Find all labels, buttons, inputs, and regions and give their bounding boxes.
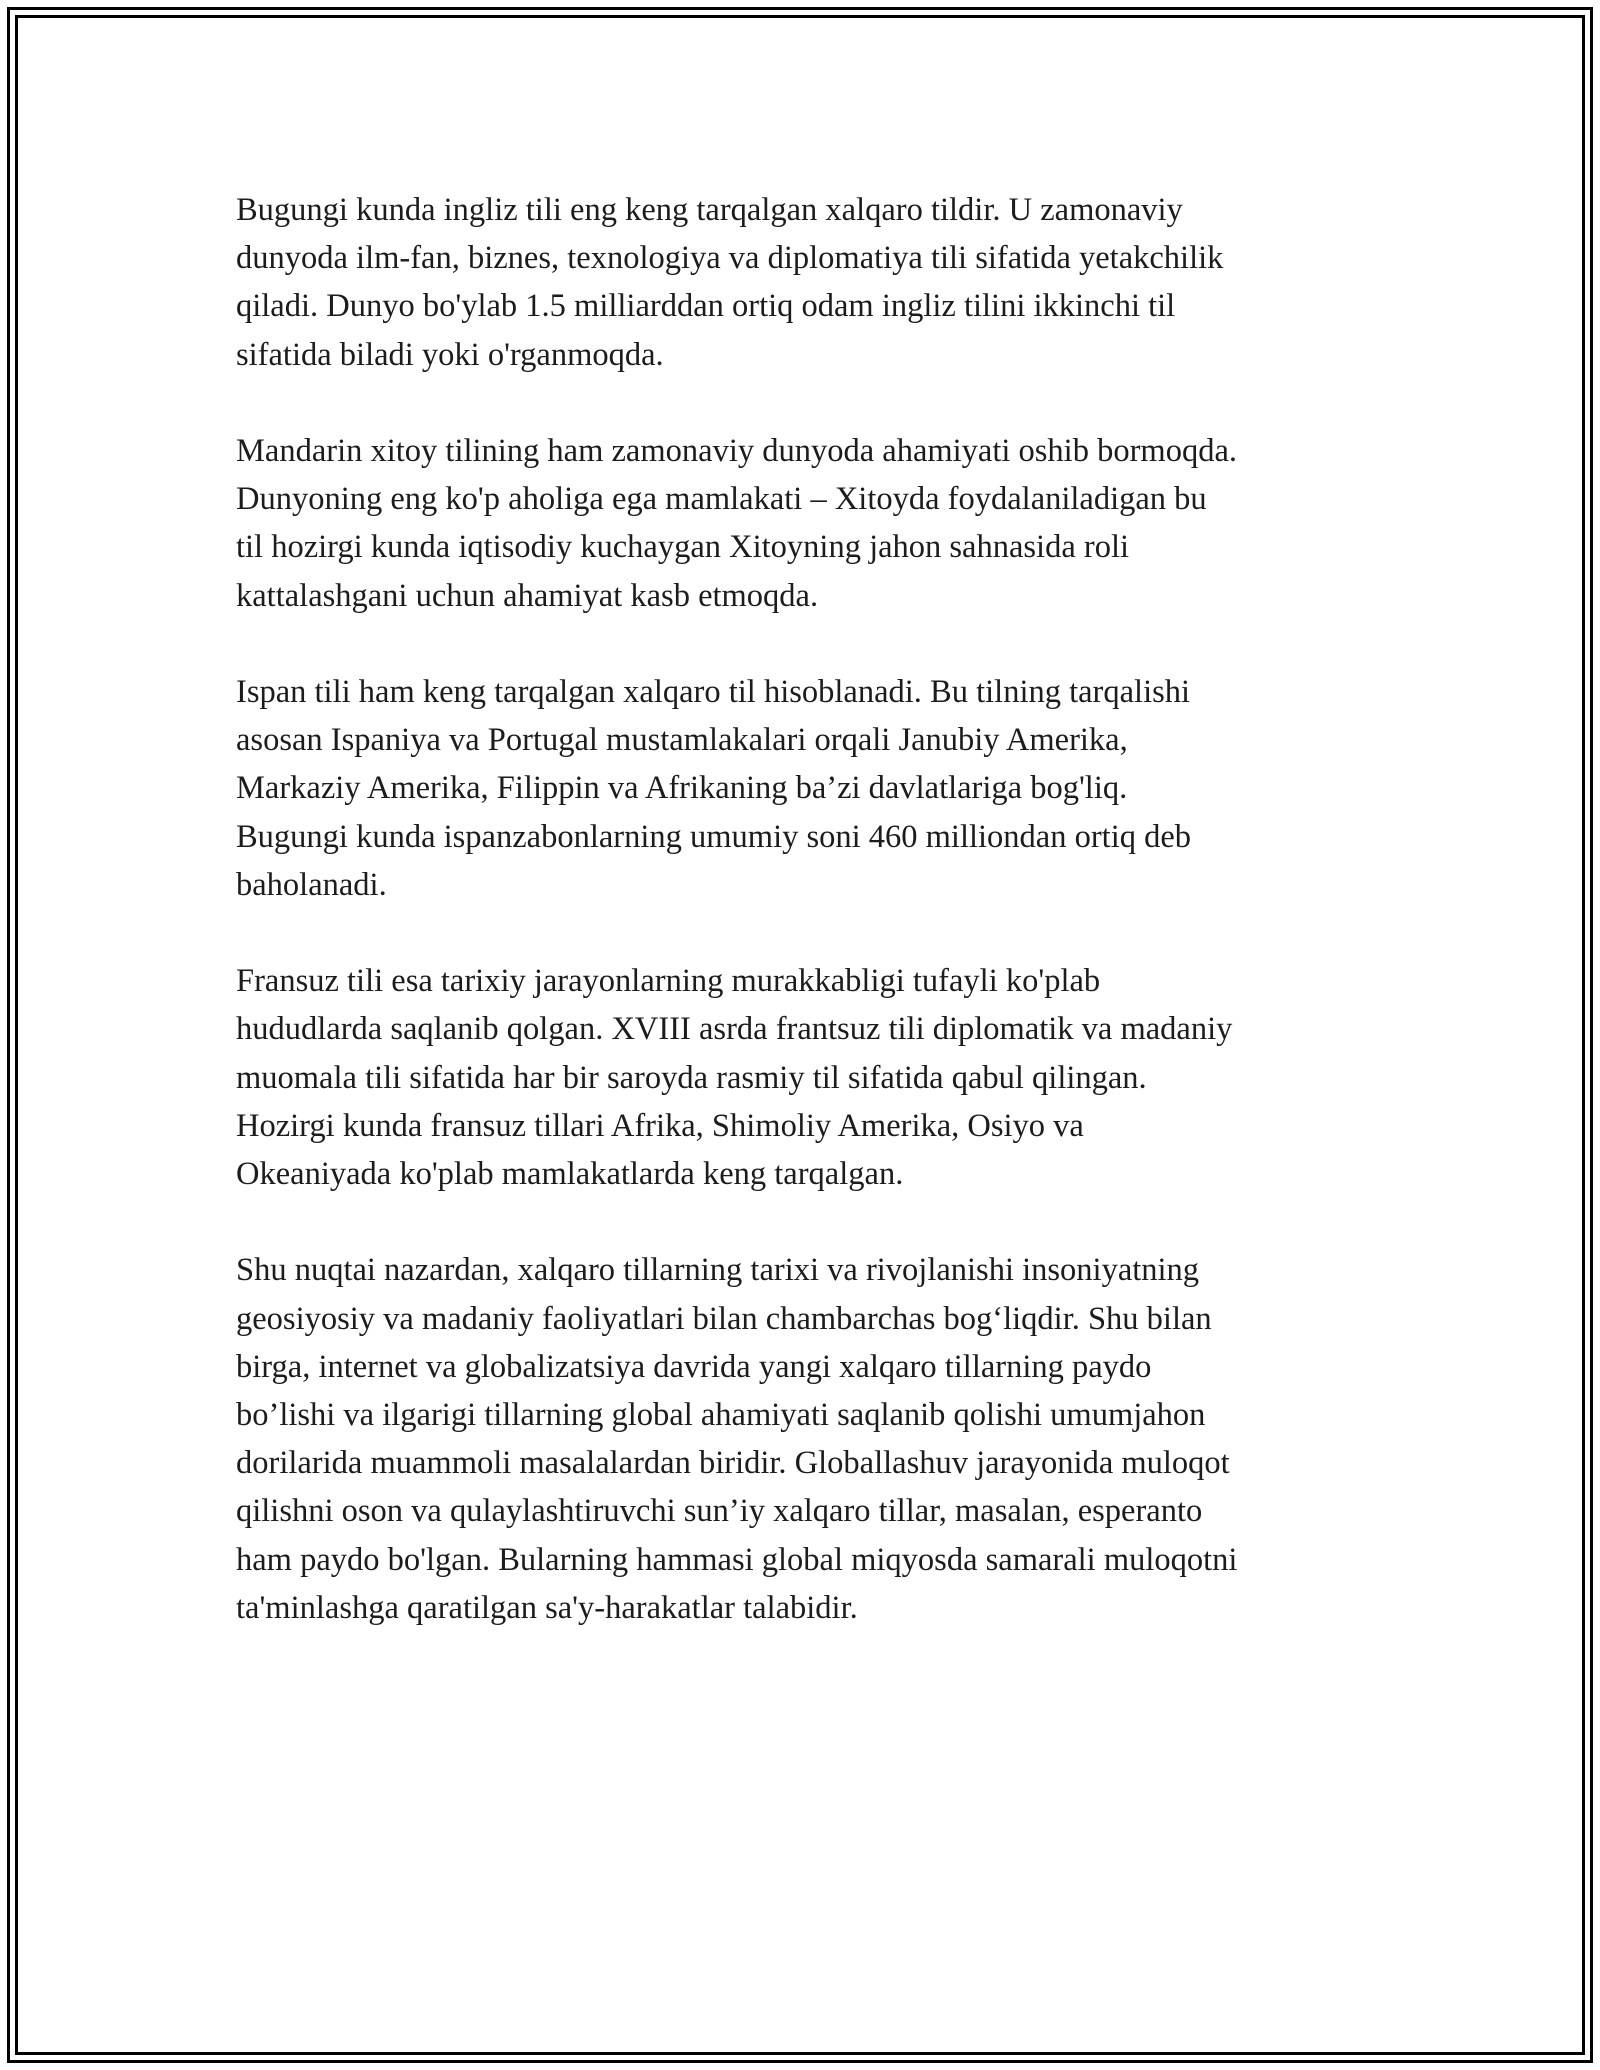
text-line: Mandarin xitoy tilining ham zamonaviy dunyoda ahamiyati oshib bormoqda. xyxy=(236,433,1237,469)
text-line: baholanadi. xyxy=(236,866,387,903)
text-line: Markaziy Amerika, Filippin va Afrikaning ba’zi davlatlariga bog'liq. xyxy=(236,770,1128,807)
text-line: birga, internet va globalizatsiya davrida yangi xalqaro tillarning paydo xyxy=(236,1348,1152,1385)
text-line: sifatida biladi yoki o'rganmoqda. xyxy=(236,336,664,373)
text-line: asosan Ispaniya va Portugal mustamlakalari orqali Janubiy Amerika, xyxy=(236,722,1128,759)
text-line: muomala tili sifatida har bir saroyda rasmiy til sifatida qabul qilingan. xyxy=(236,1059,1147,1096)
text-line: dunyoda ilm-fan, biznes, texnologiya va diplomatiya tili sifatida yetakchilik xyxy=(236,240,1224,277)
paragraph-mandarin xyxy=(236,427,1396,620)
text-line: qilishni oson va qulaylashtiruvchi sun’iy xalqaro tillar, masalan, esperanto xyxy=(236,1493,1203,1530)
document-body xyxy=(236,186,1396,1680)
text-line: Okeaniyada ko'plab mamlakatlarda keng tarqalgan. xyxy=(236,1156,904,1193)
text-line: ta'minlashga qaratilgan sa'y-harakatlar talabidir. xyxy=(236,1589,858,1626)
text-line: Hozirgi kunda fransuz tillari Afrika, Shimoliy Amerika, Osiyo va xyxy=(236,1107,1084,1144)
text-line: qiladi. Dunyo bo'ylab 1.5 milliarddan ortiq odam ingliz tilini ikkinchi til xyxy=(236,288,1176,325)
text-line: kattalashgani uchun ahamiyat kasb etmoqda. xyxy=(236,577,819,614)
text-line: Bugungi kunda ispanzabonlarning umumiy soni 460 milliondan ortiq deb xyxy=(236,818,1192,855)
text-line: geosiyosiy va madaniy faoliyatlari bilan chambarchas bog‘liqdir. Shu bilan xyxy=(236,1300,1212,1337)
text-line: bo’lishi va ilgarigi tillarning global ahamiyati saqlanib qolishi umumjahon xyxy=(236,1397,1206,1434)
paragraph-conclusion xyxy=(236,1246,1396,1632)
paragraph-french xyxy=(236,957,1396,1198)
text-line: Bugungi kunda ingliz tili eng keng tarqalgan xalqaro tildir. U zamonaviy xyxy=(236,192,1183,228)
text-line: Ispan tili ham keng tarqalgan xalqaro til hisoblanadi. Bu tilning tarqalishi xyxy=(236,674,1191,710)
text-line: Shu nuqtai nazardan, xalqaro tillarning tarixi va rivojlanishi insoniyatning xyxy=(236,1252,1200,1289)
text-line: Dunyoning eng ko'p aholiga ega mamlakati – Xitoyda foydalaniladigan bu xyxy=(236,481,1207,518)
paragraph-spanish xyxy=(236,668,1396,909)
text-line: til hozirgi kunda iqtisodiy kuchaygan Xitoyning jahon sahnasida roli xyxy=(236,529,1130,566)
paragraph-english xyxy=(236,186,1396,379)
text-line: dorilarida muammoli masalalardan biridir. Globallashuv jarayonida muloqot xyxy=(236,1445,1230,1482)
text-line: hududlarda saqlanib qolgan. XVIII asrda frantsuz tili diplomatik va madaniy xyxy=(236,1011,1233,1048)
text-line: ham paydo bo'lgan. Bularning hammasi global miqyosda samarali muloqotni xyxy=(236,1541,1238,1578)
text-line: Fransuz tili esa tarixiy jarayonlarning murakkabligi tufayli ko'plab xyxy=(236,963,1101,1000)
